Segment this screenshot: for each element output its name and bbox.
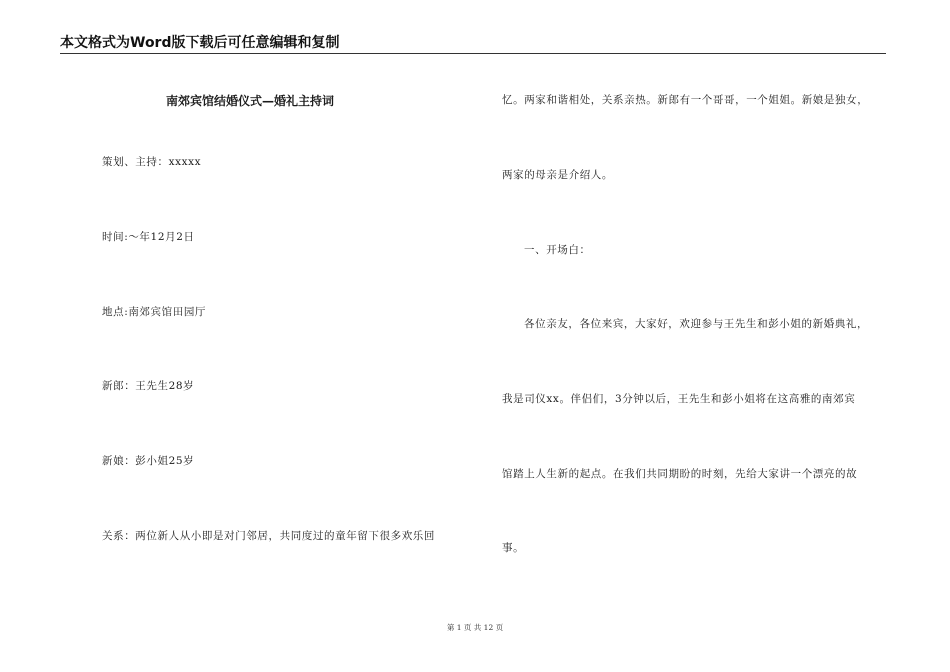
relation-line: 关系：两位新人从小即是对门邻居，共同度过的童年留下很多欢乐回 <box>102 530 435 542</box>
paragraph-line: 两家的母亲是介绍人。 <box>502 169 613 181</box>
paragraph-line: 馆踏上人生新的起点。在我们共同期盼的时刻，先给大家讲一个漂亮的故 <box>502 468 858 480</box>
section-heading: 一、开场白： <box>524 244 591 256</box>
document-title: 南郊宾馆结婚仪式—婚礼主持词 <box>165 94 334 108</box>
header-divider <box>60 53 886 54</box>
time-line: 时间:～年12月2日 <box>102 231 195 243</box>
location-line: 地点:南郊宾馆田园厅 <box>102 306 207 318</box>
bride-line: 新娘：彭小姐25岁 <box>102 455 195 467</box>
paragraph-line: 忆。两家和谐相处，关系亲热。新郎有一个哥哥，一个姐姐。新娘是独女， <box>502 94 869 106</box>
planner-line: 策划、主持：xxxxx <box>102 156 202 168</box>
groom-line: 新郎：王先生28岁 <box>102 380 195 392</box>
paragraph-line: 我是司仪xx。伴侣们，3分钟以后，王先生和彭小姐将在这高雅的南郊宾 <box>502 393 856 405</box>
document-header: 本文格式为Word版下载后可任意编辑和复制 <box>60 35 340 51</box>
paragraph-line: 事。 <box>502 542 525 554</box>
paragraph-line: 各位亲友，各位来宾，大家好，欢迎参与王先生和彭小姐的新婚典礼， <box>524 318 869 330</box>
page-number: 第 1 页 共 12 页 <box>446 623 504 632</box>
